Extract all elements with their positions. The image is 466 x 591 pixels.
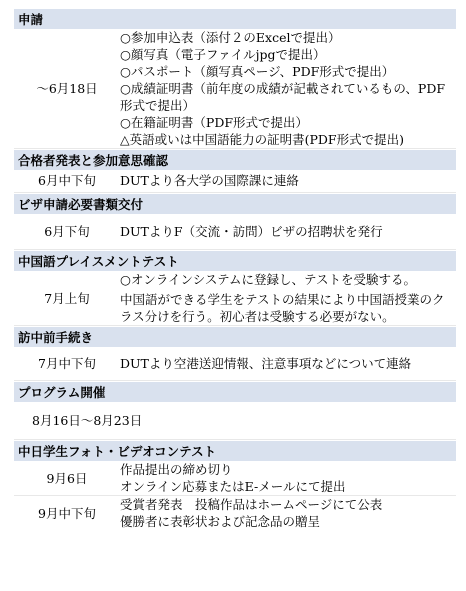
section-header-pre-visit: 訪中前手続き bbox=[14, 326, 456, 347]
placement-test-line: ○オンラインシステムに登録し、テストを受験する。 bbox=[120, 272, 416, 287]
section-header-acceptance: 合格者発表と参加意思確認 bbox=[14, 149, 456, 170]
requirement-item: ○参加申込表（添付２のExcelで提出） bbox=[120, 30, 341, 45]
section-header-application: 申請 bbox=[14, 8, 456, 29]
contest-line: オンライン応募またはE-メールにて提出 bbox=[120, 479, 346, 494]
contest-deadline-date: 9月6日 bbox=[46, 470, 88, 486]
requirement-item: ○パスポート（顔写真ページ、PDF形式で提出） bbox=[120, 64, 395, 79]
requirement-item: △英語或いは中国語能力の証明書(PDF形式で提出) bbox=[120, 132, 404, 147]
contest-deadline-content bbox=[120, 461, 456, 495]
contest-award-row bbox=[14, 496, 456, 530]
contest-line: 優勝者に表彰状および記念品の贈呈 bbox=[120, 514, 321, 529]
application-row bbox=[14, 29, 456, 149]
application-requirements bbox=[120, 29, 456, 148]
placement-test-date: 7月上旬 bbox=[44, 290, 90, 306]
placement-test-line: 中国語ができる学生をテストの結果により中国語授業のクラス分けを行う。初心者は受験する必要がない。 bbox=[120, 292, 445, 324]
section-header-program: プログラム開催 bbox=[14, 381, 456, 402]
placement-test-content bbox=[120, 271, 456, 325]
section-header-placement-test: 中国語プレイスメントテスト bbox=[14, 250, 456, 271]
visa-text: DUTよりF（交流・訪問）ビザの招聘状を発行 bbox=[120, 224, 383, 239]
schedule-document bbox=[14, 8, 456, 530]
contest-award-content bbox=[120, 496, 456, 530]
requirement-item: ○在籍証明書（PDF形式で提出） bbox=[120, 115, 309, 130]
contest-award-date: 9月中下旬 bbox=[38, 505, 96, 521]
application-date: ～6月18日 bbox=[36, 81, 98, 96]
acceptance-text: DUTより各大学の国際課に連絡 bbox=[120, 173, 299, 188]
contest-line: 受賞者発表 投稿作品はホームページにて公表 bbox=[120, 497, 383, 512]
requirement-item: ○成績証明書（前年度の成績が記載されているもの、PDF形式で提出） bbox=[120, 81, 446, 113]
pre-visit-row bbox=[14, 347, 456, 381]
acceptance-row bbox=[14, 170, 456, 193]
requirement-item: ○顔写真（電子ファイルjpgで提出） bbox=[120, 47, 326, 62]
contest-line: 作品提出の締め切り bbox=[120, 462, 233, 477]
section-header-contest: 中日学生フォト・ビデオコンテスト bbox=[14, 440, 456, 461]
program-dates: 8月16日～8月23日 bbox=[14, 402, 456, 440]
pre-visit-text: DUTより空港送迎情報、注意事項などについて連絡 bbox=[120, 356, 412, 371]
acceptance-date: 6月中下旬 bbox=[38, 173, 96, 188]
placement-test-row bbox=[14, 271, 456, 326]
section-header-visa: ビザ申請必要書類交付 bbox=[14, 193, 456, 214]
contest-deadline-row bbox=[14, 461, 456, 496]
visa-row bbox=[14, 214, 456, 250]
visa-date: 6月下旬 bbox=[44, 224, 90, 239]
pre-visit-date: 7月中下旬 bbox=[38, 356, 96, 371]
